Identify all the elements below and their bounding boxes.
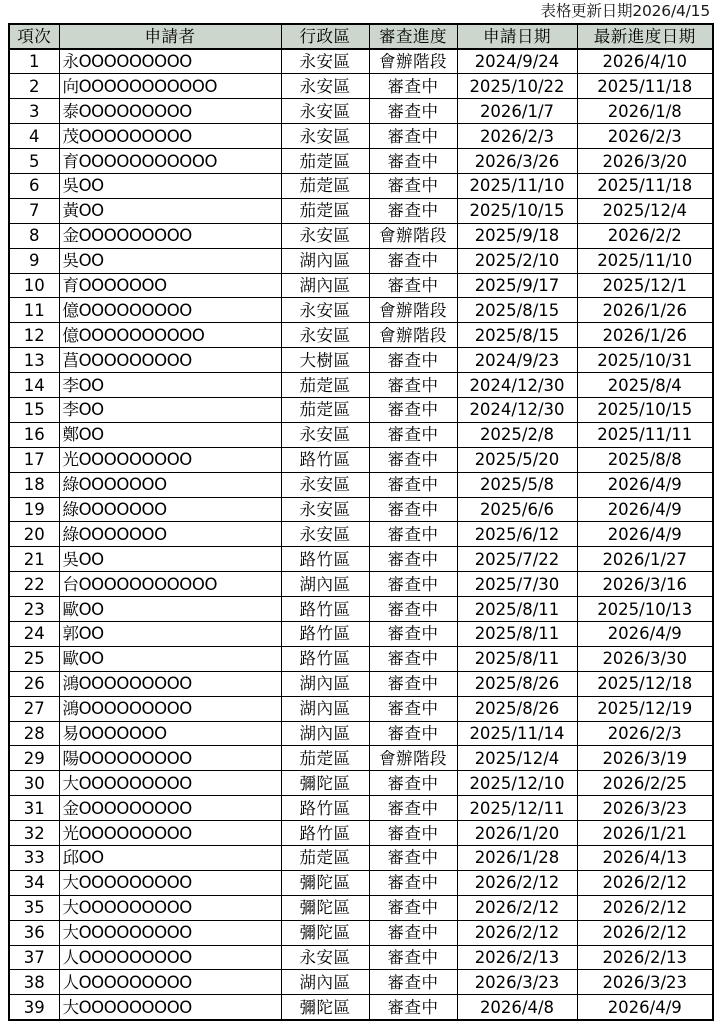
cell-applicant: 金OOOOOOOOO <box>59 796 281 821</box>
cell-status: 審查中 <box>369 597 457 622</box>
cell-latest-date: 2025/10/15 <box>577 397 713 422</box>
column-header-district: 行政區 <box>281 24 369 49</box>
cell-applicant: 億OOOOOOOOO <box>59 298 281 323</box>
cell-seq: 14 <box>9 373 59 398</box>
cell-status: 審查中 <box>369 920 457 945</box>
cell-latest-date: 2026/4/9 <box>577 621 713 646</box>
cell-latest-date: 2026/3/23 <box>577 796 713 821</box>
cell-latest-date: 2026/2/12 <box>577 895 713 920</box>
cell-latest-date: 2026/2/3 <box>577 721 713 746</box>
cell-district: 路竹區 <box>281 597 369 622</box>
cell-apply-date: 2026/2/3 <box>457 124 577 149</box>
cell-seq: 25 <box>9 646 59 671</box>
table-header <box>9 24 713 49</box>
cell-status: 審查中 <box>369 771 457 796</box>
cell-applicant: 泰OOOOOOOOO <box>59 99 281 124</box>
table-row <box>9 572 713 597</box>
cell-seq: 21 <box>9 547 59 572</box>
cell-seq: 10 <box>9 273 59 298</box>
cell-seq: 27 <box>9 696 59 721</box>
cell-applicant: 茂OOOOOOOOO <box>59 124 281 149</box>
cell-apply-date: 2025/6/12 <box>457 522 577 547</box>
cell-latest-date: 2025/11/18 <box>577 74 713 99</box>
cell-status: 審查中 <box>369 74 457 99</box>
cell-latest-date: 2025/12/4 <box>577 198 713 223</box>
cell-seq: 11 <box>9 298 59 323</box>
cell-applicant: 吳OO <box>59 173 281 198</box>
cell-latest-date: 2025/8/8 <box>577 447 713 472</box>
cell-apply-date: 2025/12/4 <box>457 746 577 771</box>
cell-latest-date: 2025/12/19 <box>577 696 713 721</box>
cell-apply-date: 2025/8/11 <box>457 597 577 622</box>
table-row <box>9 895 713 920</box>
cell-district: 路竹區 <box>281 821 369 846</box>
table-row <box>9 223 713 248</box>
cell-status: 審查中 <box>369 348 457 373</box>
table-row <box>9 522 713 547</box>
cell-district: 永安區 <box>281 74 369 99</box>
table-row <box>9 348 713 373</box>
cell-latest-date: 2026/3/16 <box>577 572 713 597</box>
cell-seq: 31 <box>9 796 59 821</box>
cell-district: 茄萣區 <box>281 373 369 398</box>
cell-applicant: 綠OOOOOOO <box>59 522 281 547</box>
table-row <box>9 870 713 895</box>
cell-status: 審查中 <box>369 846 457 871</box>
table-row <box>9 771 713 796</box>
cell-apply-date: 2025/2/10 <box>457 248 577 273</box>
cell-seq: 24 <box>9 621 59 646</box>
cell-district: 湖內區 <box>281 572 369 597</box>
cell-apply-date: 2025/7/22 <box>457 547 577 572</box>
cell-status: 審查中 <box>369 646 457 671</box>
cell-latest-date: 2026/1/26 <box>577 298 713 323</box>
cell-latest-date: 2026/2/3 <box>577 124 713 149</box>
cell-apply-date: 2025/6/6 <box>457 497 577 522</box>
cell-latest-date: 2025/11/18 <box>577 173 713 198</box>
cell-status: 審查中 <box>369 945 457 970</box>
cell-latest-date: 2026/3/23 <box>577 970 713 995</box>
cell-district: 彌陀區 <box>281 895 369 920</box>
cell-latest-date: 2026/2/13 <box>577 945 713 970</box>
cell-applicant: 鴻OOOOOOOOO <box>59 696 281 721</box>
cell-seq: 16 <box>9 422 59 447</box>
cell-applicant: 綠OOOOOOO <box>59 472 281 497</box>
cell-seq: 20 <box>9 522 59 547</box>
cell-status: 審查中 <box>369 696 457 721</box>
cell-latest-date: 2026/4/13 <box>577 846 713 871</box>
cell-latest-date: 2026/2/2 <box>577 223 713 248</box>
table-row <box>9 248 713 273</box>
cell-seq: 17 <box>9 447 59 472</box>
cell-apply-date: 2026/3/26 <box>457 149 577 174</box>
cell-latest-date: 2026/4/9 <box>577 472 713 497</box>
cell-status: 審查中 <box>369 422 457 447</box>
cell-status: 審查中 <box>369 99 457 124</box>
cell-latest-date: 2025/10/31 <box>577 348 713 373</box>
cell-district: 茄萣區 <box>281 149 369 174</box>
cell-apply-date: 2026/2/12 <box>457 870 577 895</box>
cell-seq: 12 <box>9 323 59 348</box>
cell-status: 審查中 <box>369 721 457 746</box>
cell-apply-date: 2025/8/11 <box>457 621 577 646</box>
cell-status: 審查中 <box>369 796 457 821</box>
cell-applicant: 人OOOOOOOOO <box>59 970 281 995</box>
cell-seq: 6 <box>9 173 59 198</box>
cell-applicant: 郭OO <box>59 621 281 646</box>
cell-applicant: 黃OO <box>59 198 281 223</box>
table-row <box>9 547 713 572</box>
cell-seq: 8 <box>9 223 59 248</box>
cell-apply-date: 2025/8/15 <box>457 323 577 348</box>
table-row <box>9 49 713 74</box>
cell-seq: 23 <box>9 597 59 622</box>
cell-seq: 33 <box>9 846 59 871</box>
cell-seq: 5 <box>9 149 59 174</box>
cell-applicant: 永OOOOOOOOO <box>59 49 281 74</box>
table-row <box>9 671 713 696</box>
cell-seq: 29 <box>9 746 59 771</box>
table-row <box>9 721 713 746</box>
column-header-seq: 項次 <box>9 24 59 49</box>
cell-applicant: 育OOOOOOO <box>59 273 281 298</box>
cell-seq: 37 <box>9 945 59 970</box>
cell-applicant: 億OOOOOOOOOO <box>59 323 281 348</box>
cell-district: 永安區 <box>281 472 369 497</box>
cell-applicant: 大OOOOOOOOO <box>59 995 281 1020</box>
cell-applicant: 陽OOOOOOOOO <box>59 746 281 771</box>
column-header-applicant: 申請者 <box>59 24 281 49</box>
cell-status: 審查中 <box>369 522 457 547</box>
cell-status: 審查中 <box>369 895 457 920</box>
cell-district: 路竹區 <box>281 547 369 572</box>
cell-applicant: 菖OOOOOOOOO <box>59 348 281 373</box>
cell-latest-date: 2025/11/10 <box>577 248 713 273</box>
cell-status: 審查中 <box>369 821 457 846</box>
cell-latest-date: 2025/12/1 <box>577 273 713 298</box>
table-body <box>9 49 713 1020</box>
cell-applicant: 鴻OOOOOOOOO <box>59 671 281 696</box>
cell-seq: 34 <box>9 870 59 895</box>
cell-apply-date: 2024/12/30 <box>457 373 577 398</box>
applications-table <box>8 23 714 1021</box>
cell-seq: 26 <box>9 671 59 696</box>
table-row <box>9 846 713 871</box>
cell-apply-date: 2026/1/20 <box>457 821 577 846</box>
cell-district: 路竹區 <box>281 621 369 646</box>
cell-apply-date: 2025/12/10 <box>457 771 577 796</box>
cell-applicant: 吳OO <box>59 547 281 572</box>
cell-district: 永安區 <box>281 422 369 447</box>
cell-status: 審查中 <box>369 149 457 174</box>
cell-status: 審查中 <box>369 373 457 398</box>
cell-seq: 19 <box>9 497 59 522</box>
cell-latest-date: 2026/4/9 <box>577 522 713 547</box>
cell-status: 審查中 <box>369 621 457 646</box>
cell-seq: 38 <box>9 970 59 995</box>
cell-district: 湖內區 <box>281 273 369 298</box>
table-row <box>9 397 713 422</box>
table-row <box>9 149 713 174</box>
cell-applicant: 光OOOOOOOOO <box>59 821 281 846</box>
cell-apply-date: 2025/11/10 <box>457 173 577 198</box>
cell-status: 會辦階段 <box>369 223 457 248</box>
cell-latest-date: 2025/12/18 <box>577 671 713 696</box>
cell-status: 會辦階段 <box>369 323 457 348</box>
cell-seq: 13 <box>9 348 59 373</box>
cell-apply-date: 2026/1/28 <box>457 846 577 871</box>
cell-latest-date: 2026/2/12 <box>577 870 713 895</box>
cell-district: 大樹區 <box>281 348 369 373</box>
cell-status: 審查中 <box>369 124 457 149</box>
table-row <box>9 995 713 1020</box>
table-row <box>9 373 713 398</box>
cell-apply-date: 2025/7/30 <box>457 572 577 597</box>
cell-latest-date: 2025/10/13 <box>577 597 713 622</box>
cell-status: 會辦階段 <box>369 298 457 323</box>
table-row <box>9 74 713 99</box>
cell-seq: 15 <box>9 397 59 422</box>
cell-applicant: 李OO <box>59 397 281 422</box>
table-row <box>9 621 713 646</box>
table-update-date: 表格更新日期2026/4/15 <box>540 2 710 20</box>
cell-district: 茄萣區 <box>281 173 369 198</box>
cell-seq: 22 <box>9 572 59 597</box>
cell-apply-date: 2025/8/26 <box>457 671 577 696</box>
cell-district: 湖內區 <box>281 696 369 721</box>
cell-applicant: 鄭OO <box>59 422 281 447</box>
cell-applicant: 歐OO <box>59 646 281 671</box>
cell-district: 彌陀區 <box>281 870 369 895</box>
cell-seq: 18 <box>9 472 59 497</box>
cell-seq: 2 <box>9 74 59 99</box>
table-row <box>9 920 713 945</box>
cell-status: 審查中 <box>369 995 457 1020</box>
cell-district: 湖內區 <box>281 970 369 995</box>
cell-apply-date: 2025/5/20 <box>457 447 577 472</box>
cell-applicant: 邱OO <box>59 846 281 871</box>
table-row <box>9 124 713 149</box>
table-row <box>9 796 713 821</box>
cell-district: 茄萣區 <box>281 746 369 771</box>
cell-applicant: 育OOOOOOOOOOO <box>59 149 281 174</box>
table-row <box>9 472 713 497</box>
cell-apply-date: 2026/4/8 <box>457 995 577 1020</box>
cell-applicant: 李OO <box>59 373 281 398</box>
cell-district: 茄萣區 <box>281 397 369 422</box>
cell-district: 彌陀區 <box>281 995 369 1020</box>
cell-status: 審查中 <box>369 547 457 572</box>
table-row <box>9 970 713 995</box>
cell-applicant: 大OOOOOOOOO <box>59 771 281 796</box>
cell-apply-date: 2025/10/15 <box>457 198 577 223</box>
cell-apply-date: 2025/10/22 <box>457 74 577 99</box>
table-row <box>9 646 713 671</box>
cell-apply-date: 2025/8/11 <box>457 646 577 671</box>
cell-latest-date: 2026/1/21 <box>577 821 713 846</box>
cell-apply-date: 2025/12/11 <box>457 796 577 821</box>
cell-apply-date: 2025/2/8 <box>457 422 577 447</box>
cell-latest-date: 2026/1/8 <box>577 99 713 124</box>
cell-latest-date: 2026/2/25 <box>577 771 713 796</box>
cell-district: 茄萣區 <box>281 846 369 871</box>
cell-applicant: 向OOOOOOOOOOO <box>59 74 281 99</box>
cell-apply-date: 2024/9/23 <box>457 348 577 373</box>
table-row <box>9 746 713 771</box>
cell-latest-date: 2025/8/4 <box>577 373 713 398</box>
cell-applicant: 光OOOOOOOOO <box>59 447 281 472</box>
cell-latest-date: 2025/11/11 <box>577 422 713 447</box>
table-row <box>9 497 713 522</box>
cell-status: 審查中 <box>369 870 457 895</box>
cell-status: 審查中 <box>369 248 457 273</box>
cell-latest-date: 2026/3/30 <box>577 646 713 671</box>
cell-seq: 36 <box>9 920 59 945</box>
cell-applicant: 大OOOOOOOOO <box>59 870 281 895</box>
cell-seq: 4 <box>9 124 59 149</box>
cell-applicant: 大OOOOOOOOO <box>59 920 281 945</box>
cell-apply-date: 2024/9/24 <box>457 49 577 74</box>
cell-seq: 1 <box>9 49 59 74</box>
table-row <box>9 99 713 124</box>
cell-status: 審查中 <box>369 970 457 995</box>
cell-apply-date: 2025/8/26 <box>457 696 577 721</box>
table-row <box>9 696 713 721</box>
cell-district: 永安區 <box>281 522 369 547</box>
cell-status: 審查中 <box>369 572 457 597</box>
applications-table-wrapper <box>8 23 712 1021</box>
cell-latest-date: 2026/4/10 <box>577 49 713 74</box>
cell-status: 審查中 <box>369 198 457 223</box>
table-row <box>9 821 713 846</box>
table-row <box>9 447 713 472</box>
table-row <box>9 273 713 298</box>
cell-apply-date: 2026/1/7 <box>457 99 577 124</box>
cell-latest-date: 2026/3/19 <box>577 746 713 771</box>
cell-apply-date: 2025/5/8 <box>457 472 577 497</box>
cell-latest-date: 2026/4/9 <box>577 497 713 522</box>
cell-applicant: 易OOOOOOO <box>59 721 281 746</box>
cell-applicant: 人OOOOOOOOO <box>59 945 281 970</box>
cell-seq: 7 <box>9 198 59 223</box>
table-row <box>9 945 713 970</box>
column-header-apply-date: 申請日期 <box>457 24 577 49</box>
cell-district: 彌陀區 <box>281 920 369 945</box>
cell-status: 審查中 <box>369 397 457 422</box>
cell-district: 湖內區 <box>281 671 369 696</box>
cell-latest-date: 2026/1/26 <box>577 323 713 348</box>
cell-latest-date: 2026/4/9 <box>577 995 713 1020</box>
cell-district: 路竹區 <box>281 796 369 821</box>
cell-district: 永安區 <box>281 497 369 522</box>
cell-apply-date: 2026/2/12 <box>457 895 577 920</box>
cell-district: 永安區 <box>281 323 369 348</box>
cell-district: 茄萣區 <box>281 198 369 223</box>
cell-district: 永安區 <box>281 49 369 74</box>
cell-seq: 3 <box>9 99 59 124</box>
cell-latest-date: 2026/3/20 <box>577 149 713 174</box>
cell-status: 審查中 <box>369 273 457 298</box>
table-row <box>9 597 713 622</box>
cell-apply-date: 2026/2/12 <box>457 920 577 945</box>
table-row <box>9 198 713 223</box>
cell-applicant: 歐OO <box>59 597 281 622</box>
cell-district: 湖內區 <box>281 721 369 746</box>
cell-latest-date: 2026/1/27 <box>577 547 713 572</box>
table-row <box>9 422 713 447</box>
cell-district: 路竹區 <box>281 447 369 472</box>
table-row <box>9 173 713 198</box>
cell-applicant: 金OOOOOOOOO <box>59 223 281 248</box>
cell-latest-date: 2026/2/12 <box>577 920 713 945</box>
cell-district: 永安區 <box>281 223 369 248</box>
column-header-latest-date: 最新進度日期 <box>577 24 713 49</box>
cell-district: 湖內區 <box>281 248 369 273</box>
cell-district: 永安區 <box>281 298 369 323</box>
cell-seq: 32 <box>9 821 59 846</box>
cell-seq: 39 <box>9 995 59 1020</box>
table-row <box>9 323 713 348</box>
cell-status: 會辦階段 <box>369 746 457 771</box>
cell-apply-date: 2025/9/18 <box>457 223 577 248</box>
table-row <box>9 298 713 323</box>
cell-applicant: 綠OOOOOOO <box>59 497 281 522</box>
cell-district: 路竹區 <box>281 646 369 671</box>
cell-district: 永安區 <box>281 99 369 124</box>
cell-apply-date: 2026/2/13 <box>457 945 577 970</box>
cell-district: 永安區 <box>281 945 369 970</box>
cell-status: 審查中 <box>369 472 457 497</box>
cell-status: 審查中 <box>369 671 457 696</box>
cell-applicant: 大OOOOOOOOO <box>59 895 281 920</box>
cell-status: 審查中 <box>369 447 457 472</box>
cell-apply-date: 2025/11/14 <box>457 721 577 746</box>
cell-seq: 35 <box>9 895 59 920</box>
cell-status: 會辦階段 <box>369 49 457 74</box>
cell-apply-date: 2026/3/23 <box>457 970 577 995</box>
cell-apply-date: 2025/9/17 <box>457 273 577 298</box>
cell-district: 永安區 <box>281 124 369 149</box>
cell-status: 審查中 <box>369 173 457 198</box>
cell-applicant: 台OOOOOOOOOOO <box>59 572 281 597</box>
cell-apply-date: 2024/12/30 <box>457 397 577 422</box>
cell-seq: 9 <box>9 248 59 273</box>
table-header-row <box>9 24 713 49</box>
cell-status: 審查中 <box>369 497 457 522</box>
cell-apply-date: 2025/8/15 <box>457 298 577 323</box>
cell-district: 彌陀區 <box>281 771 369 796</box>
cell-seq: 28 <box>9 721 59 746</box>
cell-seq: 30 <box>9 771 59 796</box>
column-header-status: 審查進度 <box>369 24 457 49</box>
cell-applicant: 吳OO <box>59 248 281 273</box>
